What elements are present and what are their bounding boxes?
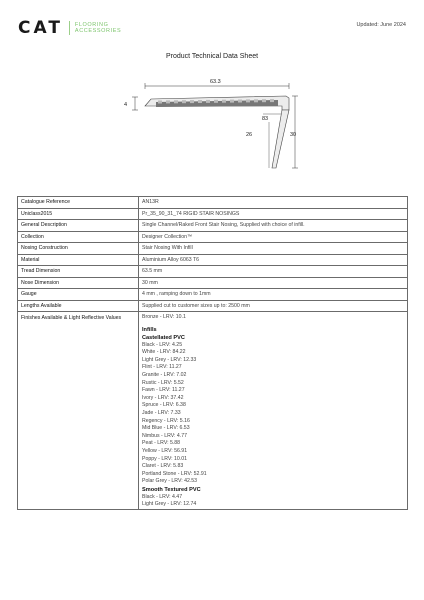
infill-item: Regency - LRV: 5.16: [142, 417, 190, 424]
infill-item: Polar Grey - LRV: 42.53: [142, 478, 198, 485]
spec-label: Nose Dimension: [18, 277, 139, 289]
infill-item: Portland Stone - LRV: 52.91: [142, 470, 207, 477]
spec-row: [18, 220, 408, 232]
spec-table: [17, 196, 408, 510]
spec-label: General Description: [18, 220, 139, 232]
nose-inner-label: 26: [246, 132, 253, 138]
spec-value: Pr_35_90_31_74 RIGID STAIR NOSINGS: [139, 208, 408, 220]
nosing-profile: [145, 96, 289, 168]
spec-row: [18, 231, 408, 243]
spec-value: AN13R: [139, 197, 408, 209]
spec-row: [18, 277, 408, 289]
width-label: 63.3: [210, 79, 221, 85]
spec-label: Collection: [18, 231, 139, 243]
spec-label: Lengths Available: [18, 300, 139, 312]
spec-value: Stair Nosing With Infill: [139, 243, 408, 255]
infill-item: Rustic - LRV: 5.52: [142, 379, 184, 386]
spec-label: Gauge: [18, 289, 139, 301]
infill-item: Poppy - LRV: 10.01: [142, 455, 187, 462]
infill-item: Fawn - LRV: 11.27: [142, 387, 185, 394]
infill-item: Nimbus - LRV: 4.77: [142, 432, 187, 439]
infill-item: Flint - LRV: 11.27: [142, 364, 182, 371]
spec-row: [18, 243, 408, 255]
infill-item: White - LRV: 84.22: [142, 349, 186, 356]
spec-row: [18, 300, 408, 312]
spec-label: Catalogue Reference: [18, 197, 139, 209]
page-title: Product Technical Data Sheet: [165, 53, 259, 60]
infill-item: Granite - LRV: 7.02: [142, 371, 187, 378]
infill-item: Spruce - LRV: 6.38: [142, 402, 186, 409]
cat-logo: [18, 18, 121, 38]
smooth-heading: Smooth Textured PVC: [142, 486, 201, 493]
spec-row: [18, 208, 408, 220]
bronze-finish: Bronze - LRV: 10.1: [142, 314, 186, 320]
nose-outer-dimension: [290, 96, 298, 168]
nose-inner-dimension: [246, 122, 269, 168]
castellated-list: [142, 342, 404, 486]
spec-label: Tread Dimension: [18, 266, 139, 278]
infill-item: Yellow - LRV: 56.91: [142, 447, 188, 454]
infill-item: Claret - LRV: 5.83: [142, 463, 184, 470]
spec-label: Uniclass2015: [18, 208, 139, 220]
smooth-list: [142, 494, 404, 509]
spec-label: Material: [18, 254, 139, 266]
finishes-row: [18, 312, 408, 510]
spec-value: 63.5 mm: [139, 266, 408, 278]
logo-divider: [69, 21, 70, 35]
updated-date: Updated: June 2024: [356, 22, 406, 28]
infill-item: Ivory - LRV: 37.42: [142, 394, 184, 401]
spec-value: Single Channel/Raked Front Stair Nosing, Supplied with choice of infill.: [139, 220, 408, 232]
spec-row: [18, 289, 408, 301]
spec-row: [18, 266, 408, 278]
infill-item: Black - LRV: 4.47: [142, 493, 183, 500]
spec-value: 30 mm: [139, 277, 408, 289]
castellated-heading: Castellated PVC: [142, 334, 185, 341]
spec-value: Designer Collection™: [139, 231, 408, 243]
infill-item: Mid Blue - LRV: 6.53: [142, 425, 190, 432]
left-height-dimension: [124, 97, 138, 110]
width-dimension: [145, 79, 289, 89]
spec-value: 4 mm , ramping down to 1mm: [139, 289, 408, 301]
infills-heading: Infills: [142, 326, 157, 333]
logo-main-text: CAT: [18, 18, 63, 38]
logo-sub-accessories: ACCESSORIES: [74, 28, 122, 34]
logo-subtitle: [75, 22, 121, 34]
spec-value: Aluminium Alloy 6063 T6: [139, 254, 408, 266]
spec-row: [18, 254, 408, 266]
inner-dimension: [262, 114, 281, 122]
inner-label: 83: [262, 116, 269, 122]
finishes-value: [139, 312, 408, 510]
infill-item: Light Grey - LRV: 12.74: [142, 501, 197, 508]
nose-outer-label: 30: [290, 132, 297, 138]
infill-item: Peat - LRV: 5.88: [142, 440, 181, 447]
infill-item: Black - LRV: 4.25: [142, 341, 183, 348]
left-height-label: 4: [124, 102, 128, 108]
profile-drawing: [118, 72, 308, 172]
finishes-label: Finishes Available & Light Reflective Values: [18, 312, 139, 510]
infill-item: Light Grey - LRV: 12.33: [142, 356, 197, 363]
spec-value: Supplied cut to customer sizes up to: 2500 mm: [139, 300, 408, 312]
spec-row: [18, 197, 408, 209]
spec-label: Nosing Construction: [18, 243, 139, 255]
logo-sub-flooring: FLOORING: [74, 22, 109, 28]
infill-item: Jade - LRV: 7.33: [142, 409, 181, 416]
